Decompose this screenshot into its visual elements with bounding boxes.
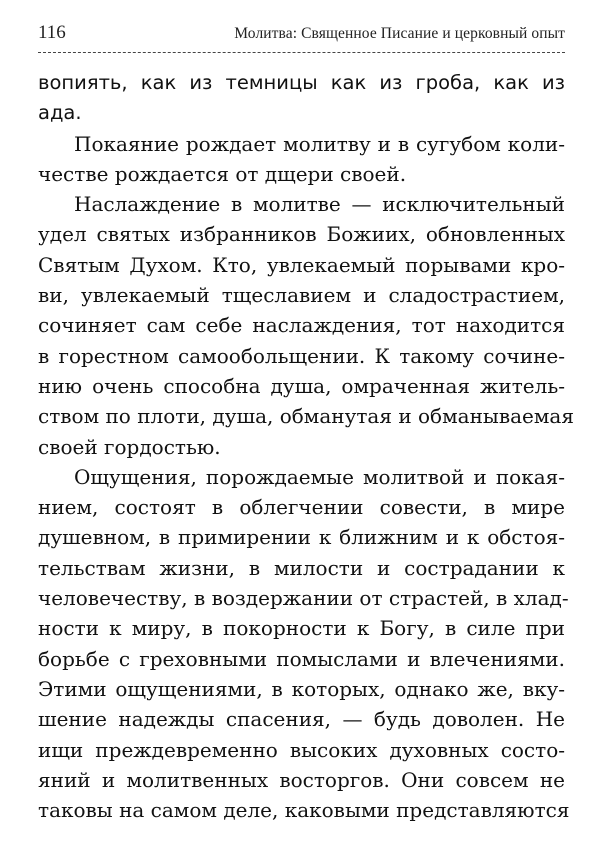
paragraph <box>38 129 565 190</box>
header-divider <box>38 52 565 53</box>
text-line: борьбе с греховными помыслами и влечениями. <box>38 646 565 671</box>
text-line: нием, состоят в облегчении совести, в мире <box>38 495 565 520</box>
text-line: таковы на самом деле, каковыми представляются <box>38 798 570 823</box>
paragraph <box>38 68 565 129</box>
running-head <box>38 22 565 44</box>
text-line: честве рождается от дщери своей. <box>38 161 407 186</box>
text-line: удел святых избранников Божиих, обновленных <box>38 222 565 247</box>
text-line: шение надежды спасения, — будь доволен. Не <box>38 707 565 732</box>
body-text <box>38 68 574 825</box>
running-title: Молитва: Священное Писание и церковный опыт <box>234 25 565 42</box>
text-line: ством по плоти, душа, обманутая и обманываемая <box>38 404 574 429</box>
text-line: тельствам жизни, в милости и сострадании к <box>38 555 565 580</box>
text-line: Покаяние рождает молитву и в сугубом коли- <box>74 131 565 156</box>
paragraph <box>38 462 570 826</box>
text-line: человечеству, в воздержании от страстей, в хлад- <box>38 586 569 611</box>
text-line: ности к миру, в покорности к Богу, в силе при <box>38 616 565 641</box>
text-line: душевном, в примирении к ближним и к обстоя- <box>38 525 565 550</box>
text-line: своей гордостью. <box>38 434 221 459</box>
text-line: в горестном самообольщении. К такому сочине- <box>38 343 565 368</box>
text-line: нию очень способна душа, омраченная житель- <box>38 373 565 398</box>
text-line: ищи преждевременно высоких духовных состо- <box>38 737 565 762</box>
text-line: Святым Духом. Кто, увлекаемый порывами кро- <box>38 252 565 277</box>
paragraph <box>38 189 574 462</box>
text-line: яний и молитвенных восторгов. Они совсем не <box>38 767 565 792</box>
text-line: Наслаждение в молитве — исключительный <box>74 192 565 217</box>
text-line: ви, увлекаемый тщеславием и сладострастием, <box>38 283 565 308</box>
text-line: вопиять, как из темницы как из гроба, как из <box>38 71 565 94</box>
text-line: Ощущения, порождаемые молитвой и покая- <box>74 464 565 489</box>
text-line: Этими ощущениями, в которых, однако же, вку- <box>38 676 565 701</box>
text-line: ада. <box>38 101 82 125</box>
page-number: 116 <box>38 22 66 43</box>
text-line: сочиняет сам себе наслаждения, тот находится <box>38 313 565 338</box>
